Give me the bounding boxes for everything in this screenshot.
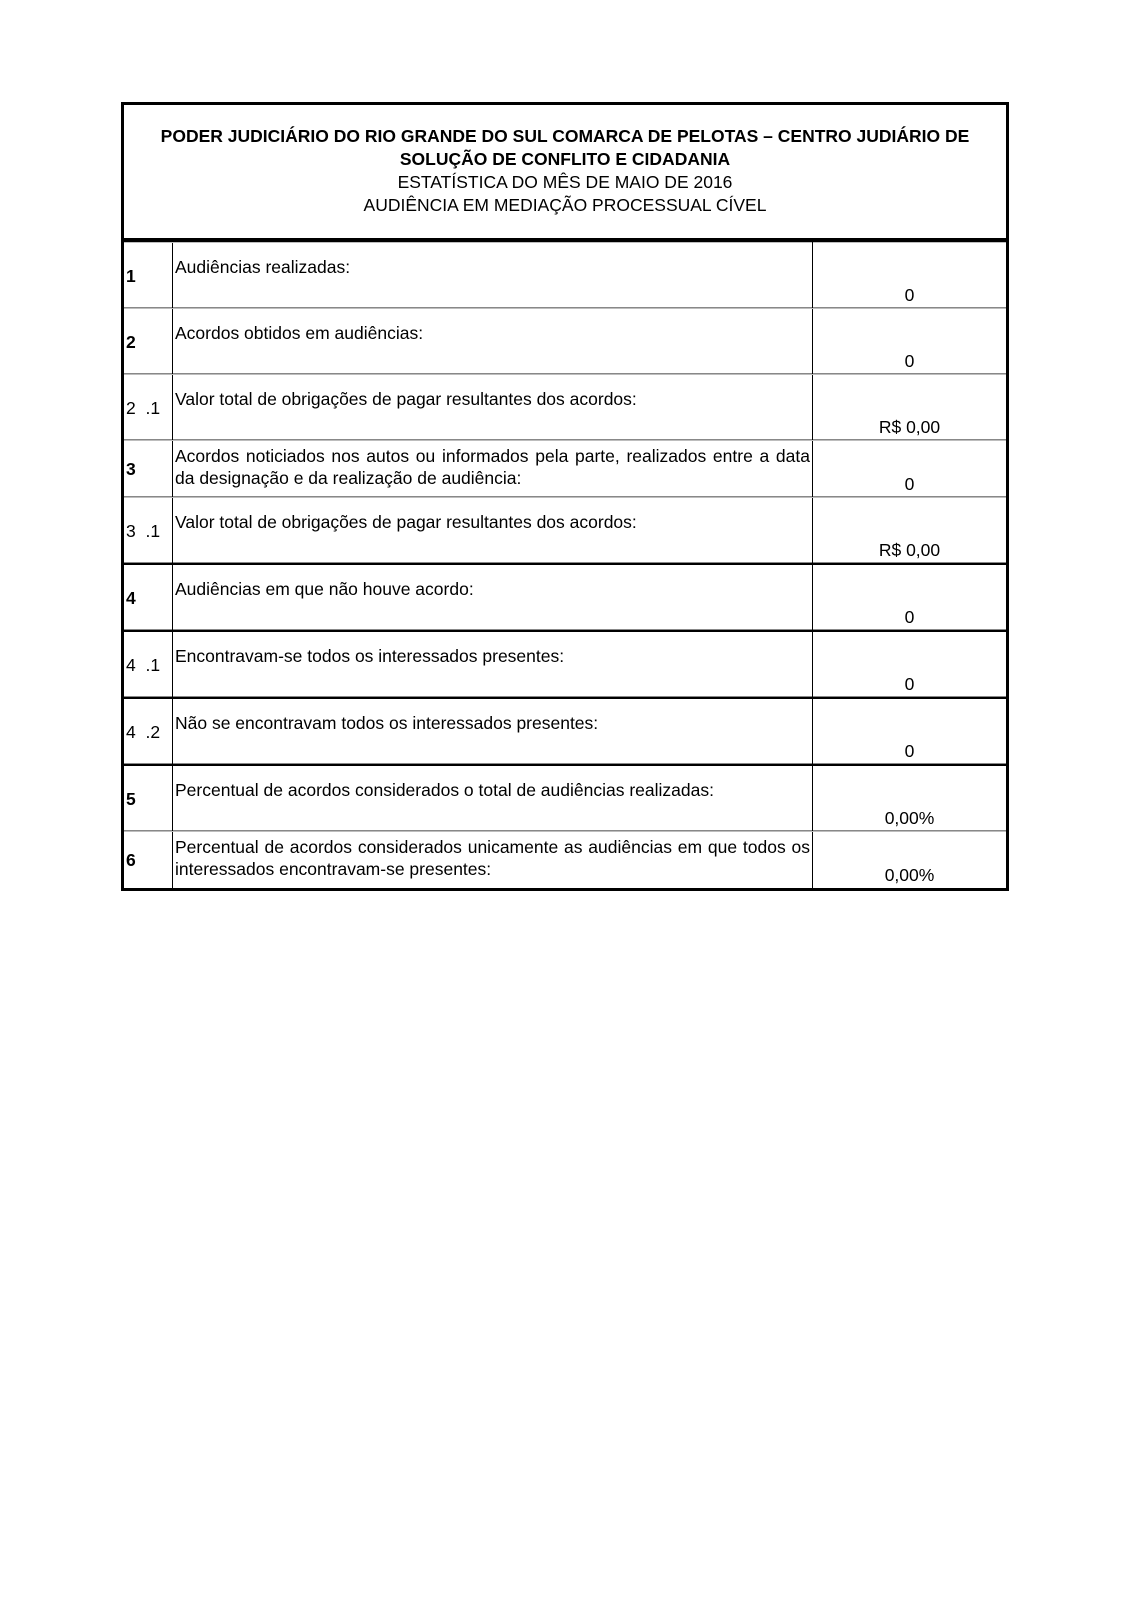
row-value: 0 bbox=[813, 698, 1007, 765]
row-label: Acordos obtidos em audiências: bbox=[173, 309, 813, 375]
table-row bbox=[124, 309, 1006, 375]
row-label: Audiências realizadas: bbox=[173, 243, 813, 309]
row-label: Valor total de obrigações de pagar resultantes dos acordos: bbox=[173, 498, 813, 565]
table-row bbox=[124, 765, 1006, 832]
row-number: 3 .1 bbox=[124, 498, 173, 565]
row-number: 2 bbox=[124, 309, 173, 375]
row-label: Audiências em que não houve acordo: bbox=[173, 564, 813, 631]
row-number: 3 bbox=[124, 441, 173, 498]
row-label: Não se encontravam todos os interessados presentes: bbox=[173, 698, 813, 765]
table-row bbox=[124, 498, 1006, 565]
row-value: 0,00% bbox=[813, 765, 1007, 832]
row-number: 2 .1 bbox=[124, 375, 173, 441]
row-label: Valor total de obrigações de pagar resultantes dos acordos: bbox=[173, 375, 813, 441]
row-number: 4 bbox=[124, 564, 173, 631]
header-line-1: PODER JUDICIÁRIO DO RIO GRANDE DO SUL COMARCA DE PELOTAS – CENTRO JUDIÁRIO DE bbox=[160, 126, 970, 146]
row-number: 4 .2 bbox=[124, 698, 173, 765]
table-header bbox=[124, 105, 1006, 242]
row-value: 0 bbox=[813, 631, 1007, 698]
row-label: Encontravam-se todos os interessados presentes: bbox=[173, 631, 813, 698]
table-row bbox=[124, 698, 1006, 765]
table-row bbox=[124, 243, 1006, 309]
row-value: 0 bbox=[813, 309, 1007, 375]
table-row bbox=[124, 631, 1006, 698]
header-line-3: ESTATÍSTICA DO MÊS DE MAIO DE 2016 bbox=[397, 172, 733, 192]
table-row bbox=[124, 375, 1006, 441]
row-value: R$ 0,00 bbox=[813, 498, 1007, 565]
row-label: Percentual de acordos considerados o total de audiências realizadas: bbox=[173, 765, 813, 832]
header-line-4: AUDIÊNCIA EM MEDIAÇÃO PROCESSUAL CÍVEL bbox=[363, 195, 767, 215]
row-value: 0,00% bbox=[884, 865, 935, 885]
table-row bbox=[124, 832, 1006, 889]
row-label: Percentual de acordos considerados unicamente as audiências em que todos os interessados encontravam-se presentes: bbox=[173, 832, 813, 889]
statistics-table bbox=[121, 102, 1009, 891]
row-value: 0 bbox=[813, 564, 1007, 631]
row-number: 1 bbox=[124, 243, 173, 309]
row-number: 6 bbox=[126, 850, 136, 870]
table-row bbox=[124, 564, 1006, 631]
row-number: 5 bbox=[124, 765, 173, 832]
row-value: 0 bbox=[813, 441, 1007, 498]
row-label: Acordos noticiados nos autos ou informados pela parte, realizados entre a data da designação e da realização de audiência: bbox=[173, 441, 813, 498]
row-number: 4 .1 bbox=[124, 631, 173, 698]
statistics-rows bbox=[124, 242, 1006, 888]
row-value: 0 bbox=[813, 243, 1007, 309]
row-value: R$ 0,00 bbox=[813, 375, 1007, 441]
header-line-2: SOLUÇÃO DE CONFLITO E CIDADANIA bbox=[399, 149, 731, 169]
table-row bbox=[124, 441, 1006, 498]
